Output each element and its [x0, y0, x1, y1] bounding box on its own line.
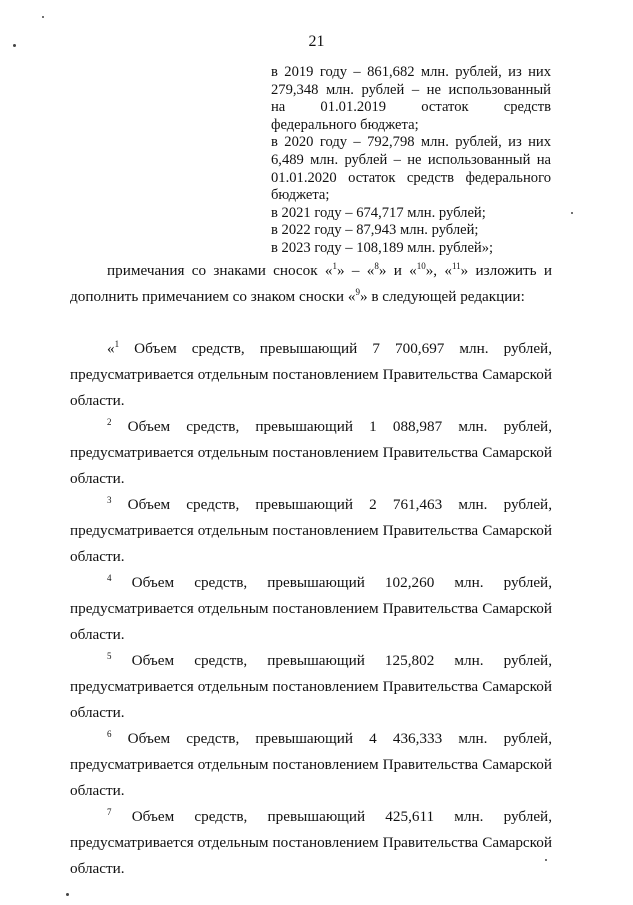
footnote-mark: 6	[107, 728, 112, 739]
scan-speck	[571, 212, 573, 214]
footnote-ref: 8	[374, 260, 379, 271]
footnote-1: «$^1$ Объем средств, превышающий 7 700,697 млн. рублей, предусматривается отдельным постановлением Правительства Самарской области.	[70, 338, 552, 409]
footnote-ref: 11	[451, 260, 461, 271]
budget-line-2020-2: 6,489 млн. рублей – не использованный на	[271, 151, 551, 168]
footnote-ref: 10	[416, 260, 426, 271]
footnote-mark: 1	[114, 338, 120, 349]
budget-line-2021: в 2021 году – 674,717 млн. рублей;	[271, 204, 486, 221]
footnote-ref: 1	[332, 260, 338, 271]
footnote-mark: 5	[107, 650, 112, 661]
scan-speck	[42, 16, 44, 18]
footnote-5: $^5$ Объем средств, превышающий 125,802 млн. рублей, предусматривается отдельным постановлением Правительства Самарской области.	[70, 650, 552, 721]
budget-line-2020-1: в 2020 году – 792,798 млн. рублей, из них	[271, 134, 551, 151]
page-number: 21	[308, 33, 325, 50]
budget-line-2023: в 2023 году – 108,189 млн. рублей»;	[271, 239, 494, 256]
footnote-3: $^3$ Объем средств, превышающий 2 761,463 млн. рублей, предусматривается отдельным постановлением Правительства Самарской области.	[70, 494, 552, 565]
scan-speck	[545, 859, 547, 861]
footnote-7: $^7$ Объем средств, превышающий 425,611 млн. рублей, предусматривается отдельным постановлением Правительства Самарской области.	[70, 806, 552, 877]
budget-line-2022: в 2022 году – 87,943 млн. рублей;	[271, 222, 479, 239]
footnote-mark: 3	[107, 494, 112, 505]
budget-breakdown-block	[271, 64, 551, 258]
scan-speck	[66, 893, 69, 896]
budget-line-2020-3: 01.01.2020 остаток средств федерального	[271, 169, 551, 186]
budget-line-2019-3: на 01.01.2019 остаток средств	[271, 99, 551, 116]
intro-paragraph: примечания со знаками сносок «$^1$» – «$^8$» и «$^{10}$», «$^{11}$» изложить и дополнить примечанием со знаком сноски «$^9$» в следующей редакции:	[70, 260, 553, 305]
budget-line-2019-4: федерального бюджета;	[271, 116, 419, 133]
budget-line-2019-2: 279,348 млн. рублей – не использованный	[271, 81, 551, 98]
budget-line-2019-1: в 2019 году – 861,682 млн. рублей, из них	[271, 64, 551, 80]
scan-speck	[13, 44, 16, 47]
footnote-4: $^4$ Объем средств, превышающий 102,260 млн. рублей, предусматривается отдельным постановлением Правительства Самарской области.	[70, 572, 552, 643]
footnote-mark: 4	[107, 572, 112, 583]
footnote-2: $^2$ Объем средств, превышающий 1 088,987 млн. рублей, предусматривается отдельным постановлением Правительства Самарской области.	[70, 416, 552, 487]
footnote-mark: 7	[107, 806, 112, 817]
footnote-mark: 2	[107, 416, 112, 427]
footnote-ref: 9	[355, 286, 360, 297]
budget-line-2020-4: бюджета;	[271, 187, 330, 204]
footnote-6: $^6$ Объем средств, превышающий 4 436,333 млн. рублей, предусматривается отдельным постановлением Правительства Самарской области.	[70, 728, 552, 799]
